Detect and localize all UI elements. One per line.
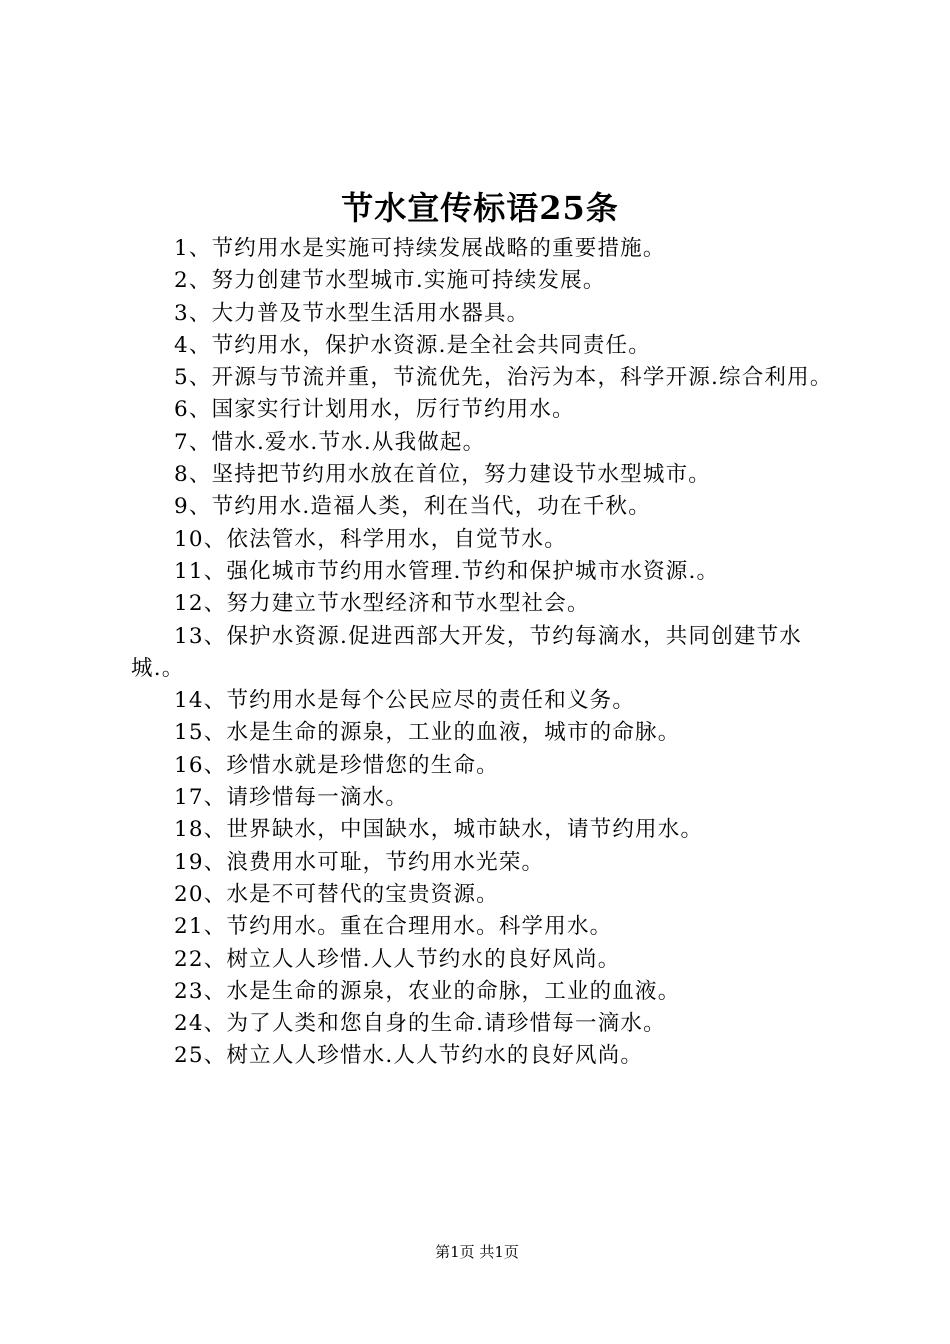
slogan-item-4: 4、节约用水，保护水资源.是全社会共同责任。 xyxy=(174,332,651,358)
slogan-item-8: 8、坚持把节约用水放在首位，努力建设节水型城市。 xyxy=(174,462,711,488)
slogan-item-10: 10、依法管水，科学用水，自觉节水。 xyxy=(174,526,567,552)
slogan-item-22: 22、树立人人珍惜.人人节约水的良好风尚。 xyxy=(174,946,621,972)
slogan-item-23: 23、水是生命的源泉，农业的命脉，工业的血液。 xyxy=(174,978,681,1004)
slogan-item-25: 25、树立人人珍惜水.人人节约水的良好风尚。 xyxy=(174,1043,644,1069)
slogan-item-14: 14、节约用水是每个公民应尽的责任和义务。 xyxy=(174,688,636,714)
slogan-item-24: 24、为了人类和您自身的生命.请珍惜每一滴水。 xyxy=(174,1011,666,1037)
slogan-item-6: 6、国家实行计划用水，厉行节约用水。 xyxy=(174,397,575,423)
slogan-item-7: 7、惜水.爱水.节水.从我做起。 xyxy=(174,429,486,455)
slogan-item-13: 13、保护水资源.促进西部大开发，节约每滴水，共同创建节水城.。 xyxy=(131,623,802,681)
slogan-item-1: 1、节约用水是实施可持续发展战略的重要措施。 xyxy=(174,236,666,261)
slogan-item-18: 18、世界缺水，中国缺水，城市缺水，请节约用水。 xyxy=(174,817,704,843)
slogan-item-15: 15、水是生命的源泉，工业的血液，城市的命脉。 xyxy=(174,720,681,746)
slogan-item-5: 5、开源与节流并重，节流优先，治污为本，科学开源.综合利用。 xyxy=(174,365,833,391)
slogan-item-19: 19、浪费用水可耻，节约用水光荣。 xyxy=(174,849,545,875)
slogan-item-2: 2、努力创建节水型城市.实施可持续发展。 xyxy=(174,268,606,294)
slogan-item-3: 3、大力普及节水型生活用水器具。 xyxy=(174,300,530,326)
slogan-item-16: 16、珍惜水就是珍惜您的生命。 xyxy=(174,752,499,778)
page-title: 节水宣传标语25条 xyxy=(341,189,619,227)
slogan-item-12: 12、努力建立节水型经济和节水型社会。 xyxy=(174,591,590,617)
slogan-item-20: 20、水是不可替代的宝贵资源。 xyxy=(174,881,499,907)
slogan-list xyxy=(131,233,836,1073)
slogan-item-17: 17、请珍惜每一滴水。 xyxy=(174,785,409,811)
slogan-item-9: 9、节约用水.造福人类，利在当代，功在千秋。 xyxy=(174,494,651,520)
page-footer: 第1页 共1页 xyxy=(435,1243,519,1261)
slogan-item-11: 11、强化城市节约用水管理.节约和保护城市水资源.。 xyxy=(174,558,720,584)
slogan-item-21: 21、节约用水。重在合理用水。科学用水。 xyxy=(174,914,613,940)
